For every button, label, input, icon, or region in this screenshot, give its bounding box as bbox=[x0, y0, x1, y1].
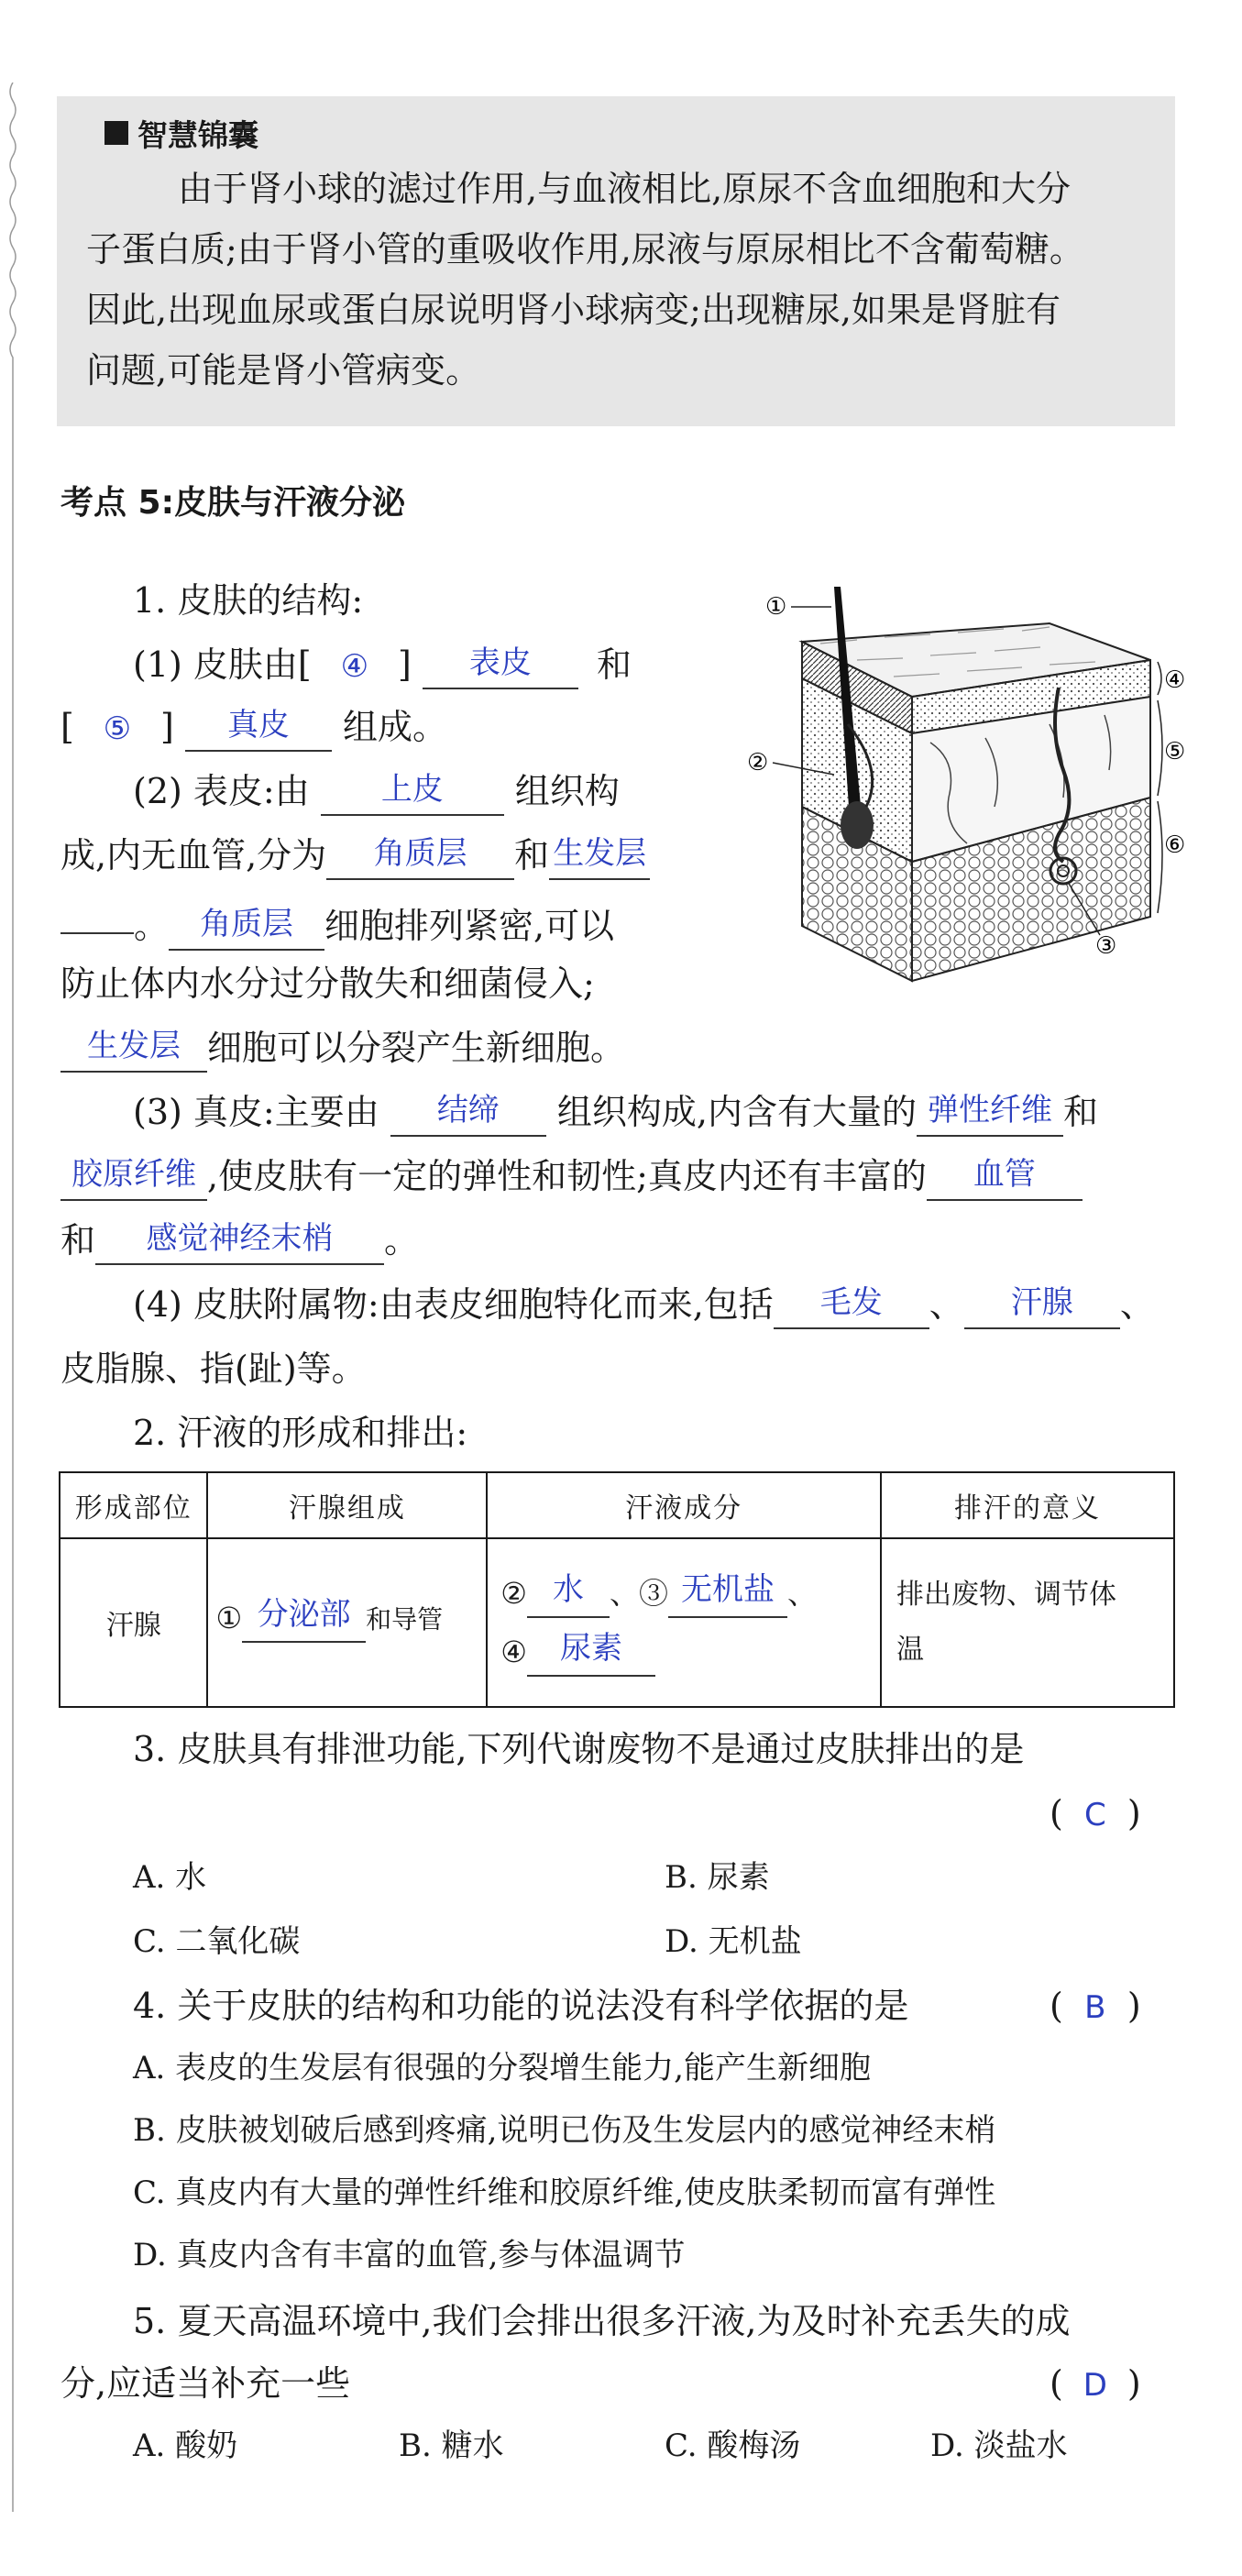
tip-line bbox=[86, 340, 1148, 401]
q3-option-b[interactable]: B. 尿素 bbox=[665, 1859, 770, 1896]
text: ② bbox=[500, 1576, 527, 1611]
component-line bbox=[500, 1564, 879, 1623]
answer-blank[interactable] bbox=[423, 644, 578, 689]
q1-p1-line1 bbox=[133, 637, 632, 692]
q1-p2-line2 bbox=[60, 828, 650, 883]
paren: ( bbox=[1050, 1986, 1063, 2026]
q1-p2-line4: 防止体内水分过分散失和细菌侵入; bbox=[60, 963, 595, 1004]
table-cell-components bbox=[487, 1538, 881, 1707]
q3-option-c[interactable]: C. 二氧化碳 bbox=[133, 1923, 301, 1960]
q4-option-d[interactable]: D. 真皮内含有丰富的血管,参与体温调节 bbox=[133, 2237, 686, 2273]
bracket: ] bbox=[397, 644, 412, 685]
text: 排出废物、调节体 bbox=[896, 1579, 1116, 1611]
table-header: 形成部位 bbox=[60, 1472, 207, 1538]
answer-choice: B bbox=[1084, 1989, 1106, 2026]
paren: ) bbox=[1127, 2363, 1141, 2404]
answer-blank[interactable] bbox=[60, 1027, 207, 1073]
tip-line-text: 因此,出现血尿或蛋白尿说明肾小球病变;出现糖尿,如果是肾脏有 bbox=[86, 290, 1061, 330]
answer-text: 水 bbox=[552, 1571, 584, 1608]
answer-blank[interactable] bbox=[390, 1091, 546, 1137]
answer-blank[interactable] bbox=[242, 1597, 366, 1643]
answer-text: 毛发 bbox=[819, 1284, 883, 1321]
q1-p2-line3 bbox=[60, 892, 614, 947]
section-title: 考点 5:皮肤与汗液分泌 bbox=[60, 484, 405, 522]
q1-p4-line2: 皮脂腺、指(趾)等。 bbox=[60, 1349, 367, 1389]
bracket: [ bbox=[60, 707, 74, 747]
q4-option-a[interactable]: A. 表皮的生发层有很强的分裂增生能力,能产生新细胞 bbox=[133, 2050, 871, 2086]
answer-blank[interactable] bbox=[774, 1283, 929, 1329]
tip-line-text: 子蛋白质;由于肾小管的重吸收作用,尿液与原尿相比不含葡萄糖。 bbox=[86, 229, 1084, 270]
tip-line bbox=[86, 159, 1148, 219]
text: (4) 皮肤附属物:由表皮细胞特化而来,包括 bbox=[133, 1284, 774, 1325]
q1-p3-line1 bbox=[133, 1084, 1098, 1139]
text: 细胞排列紧密,可以 bbox=[324, 906, 615, 946]
text: 组成。 bbox=[343, 707, 448, 747]
answer-blank[interactable] bbox=[549, 834, 650, 880]
answer-blank[interactable] bbox=[668, 1572, 787, 1618]
q3-answer-paren bbox=[1050, 1786, 1141, 1841]
answer-text: 表皮 bbox=[468, 644, 532, 681]
sweat-table bbox=[59, 1471, 1175, 1708]
text: 细胞可以分裂产生新细胞。 bbox=[207, 1028, 626, 1068]
table-cell-composition bbox=[207, 1538, 487, 1707]
q2-title: 2. 汗液的形成和排出: bbox=[133, 1413, 468, 1453]
q1-title: 1. 皮肤的结构: bbox=[133, 580, 364, 621]
answer-text: 弹性纤维 bbox=[928, 1092, 1052, 1128]
answer-text: 角质层 bbox=[200, 906, 294, 942]
tip-heading-text: 智慧锦囊 bbox=[137, 116, 258, 153]
figure-label: ① bbox=[765, 593, 787, 621]
table-cell-site: 汗腺 bbox=[60, 1538, 207, 1707]
answer-blank[interactable] bbox=[60, 1155, 207, 1201]
figure-label: ② bbox=[747, 749, 769, 776]
text: 、 bbox=[1119, 1284, 1155, 1325]
tip-line bbox=[86, 219, 1148, 280]
answer-blank[interactable] bbox=[326, 834, 514, 880]
q5-stem-line1: 5. 夏天高温环境中,我们会排出很多汗液,为及时补充丢失的成 bbox=[133, 2301, 1071, 2341]
table-header: 汗腺组成 bbox=[207, 1472, 487, 1538]
paren: ) bbox=[1127, 1986, 1141, 2026]
square-bullet-icon bbox=[104, 121, 128, 145]
tip-heading bbox=[104, 107, 1148, 159]
text: (3) 真皮:主要由 bbox=[133, 1092, 379, 1132]
bracket: [ bbox=[297, 644, 312, 685]
component-line bbox=[500, 1623, 879, 1681]
bracket: ] bbox=[160, 707, 174, 747]
answer-blank[interactable] bbox=[964, 1283, 1120, 1329]
text: 。 bbox=[134, 906, 170, 946]
q3-stem: 3. 皮肤具有排泄功能,下列代谢废物不是通过皮肤排出的是 bbox=[133, 1729, 1025, 1769]
answer-text: 无机盐 bbox=[680, 1571, 775, 1608]
q4-stem: 4. 关于皮肤的结构和功能的说法没有科学依据的是 bbox=[133, 1986, 909, 2026]
q4-answer-paren bbox=[1050, 1978, 1141, 2033]
q1-p2-line5 bbox=[60, 1020, 625, 1075]
text: 组织构 bbox=[514, 771, 620, 811]
answer-text: 真皮 bbox=[226, 707, 290, 743]
q5-answer-paren bbox=[1050, 2356, 1141, 2411]
answer-blank[interactable] bbox=[185, 706, 332, 752]
answer-blank[interactable] bbox=[60, 888, 134, 934]
table-row bbox=[60, 1538, 1174, 1707]
answer-text: 生发层 bbox=[553, 835, 647, 872]
table-cell-meaning bbox=[881, 1538, 1174, 1707]
tip-line-text: 由于肾小球的滤过作用,与血液相比,原尿不含血细胞和大分 bbox=[178, 169, 1072, 209]
text: ,使皮肤有一定的弹性和韧性;真皮内还有丰富的 bbox=[207, 1156, 927, 1196]
text: (1) 皮肤由 bbox=[133, 644, 298, 685]
text: 和导管 bbox=[366, 1603, 444, 1635]
answer-text: 分泌部 bbox=[257, 1595, 351, 1633]
answer-choice: D bbox=[1083, 2367, 1107, 2404]
text: 和 bbox=[60, 1220, 96, 1260]
q1-p3-line2 bbox=[60, 1149, 1083, 1204]
answer-blank[interactable] bbox=[169, 905, 324, 951]
q1-p1-line2 bbox=[60, 699, 447, 754]
text: 。 bbox=[384, 1220, 420, 1260]
answer-text: 血管 bbox=[973, 1156, 1036, 1193]
answer-blank[interactable] bbox=[95, 1219, 384, 1265]
tip-box bbox=[57, 96, 1175, 426]
text: 、③ bbox=[609, 1576, 668, 1611]
q1-p2-line1 bbox=[133, 764, 620, 819]
q1-p3-line3 bbox=[60, 1213, 419, 1268]
q3-option-d[interactable]: D. 无机盐 bbox=[665, 1923, 802, 1960]
answer-text: 尿素 bbox=[559, 1630, 622, 1667]
text: 温 bbox=[896, 1634, 924, 1666]
figure-label: ④ bbox=[1164, 666, 1186, 694]
text: (2) 表皮:由 bbox=[133, 771, 310, 811]
binding-edge-decoration bbox=[7, 83, 18, 2512]
paren: ( bbox=[1050, 2363, 1063, 2404]
answer-blank[interactable] bbox=[917, 1091, 1063, 1137]
text: 和 bbox=[1063, 1092, 1099, 1132]
answer-text: 上皮 bbox=[380, 771, 444, 808]
answer-blank[interactable] bbox=[527, 1572, 610, 1618]
text: 、 bbox=[929, 1284, 964, 1325]
skin-structure-diagram bbox=[747, 587, 1187, 1008]
tip-line-text: 问题,可能是肾小管病变。 bbox=[86, 350, 481, 391]
answer-blank[interactable] bbox=[927, 1155, 1083, 1201]
q1-p4-line1 bbox=[133, 1277, 1155, 1332]
answer-text: 生发层 bbox=[87, 1028, 181, 1064]
text: 成,内无血管,分为 bbox=[60, 835, 327, 875]
q3-option-a[interactable]: A. 水 bbox=[133, 1859, 207, 1896]
hair-follicle bbox=[841, 801, 874, 849]
answer-text: 角质层 bbox=[373, 835, 467, 872]
table-header-row bbox=[60, 1472, 1174, 1538]
tip-body bbox=[86, 159, 1148, 401]
figure-label: ⑤ bbox=[1164, 738, 1186, 765]
text: ① bbox=[215, 1600, 243, 1635]
text: 和 bbox=[514, 835, 550, 875]
answer-blank[interactable] bbox=[527, 1631, 655, 1677]
q5-option-a[interactable]: A. 酸奶 bbox=[133, 2427, 238, 2464]
answer-blank[interactable] bbox=[321, 770, 504, 816]
paren: ) bbox=[1127, 1793, 1141, 1833]
paren: ( bbox=[1050, 1793, 1063, 1833]
answer-number: ⑤ bbox=[103, 710, 132, 747]
table-header: 排汗的意义 bbox=[881, 1472, 1174, 1538]
answer-text: 汗腺 bbox=[1010, 1284, 1073, 1321]
q5-option-b[interactable]: B. 糖水 bbox=[399, 2427, 504, 2464]
answer-choice: C bbox=[1083, 1797, 1106, 1833]
tip-line bbox=[86, 280, 1148, 340]
answer-text: 胶原纤维 bbox=[71, 1156, 196, 1193]
q4-option-b[interactable]: B. 皮肤被划破后感到疼痛,说明已伤及生发层内的感觉神经末梢 bbox=[133, 2112, 996, 2149]
q5-option-c[interactable]: C. 酸梅汤 bbox=[665, 2427, 801, 2464]
q5-stem-line2: 分,应适当补充一些 bbox=[60, 2363, 351, 2404]
answer-number: ④ bbox=[340, 648, 369, 685]
figure-label: ③ bbox=[1095, 932, 1117, 960]
q5-option-d[interactable]: D. 淡盐水 bbox=[930, 2427, 1068, 2464]
text: 和 bbox=[596, 644, 632, 685]
answer-text: 结缔 bbox=[436, 1092, 500, 1128]
q4-option-c[interactable]: C. 真皮内有大量的弹性纤维和胶原纤维,使皮肤柔韧而富有弹性 bbox=[133, 2174, 996, 2211]
answer-text: 感觉神经末梢 bbox=[146, 1220, 334, 1257]
table-header: 汗液成分 bbox=[487, 1472, 881, 1538]
figure-label: ⑥ bbox=[1164, 831, 1186, 859]
text: ④ bbox=[500, 1635, 527, 1669]
text: 、 bbox=[786, 1576, 817, 1611]
text: 组织构成,内含有大量的 bbox=[556, 1092, 917, 1132]
